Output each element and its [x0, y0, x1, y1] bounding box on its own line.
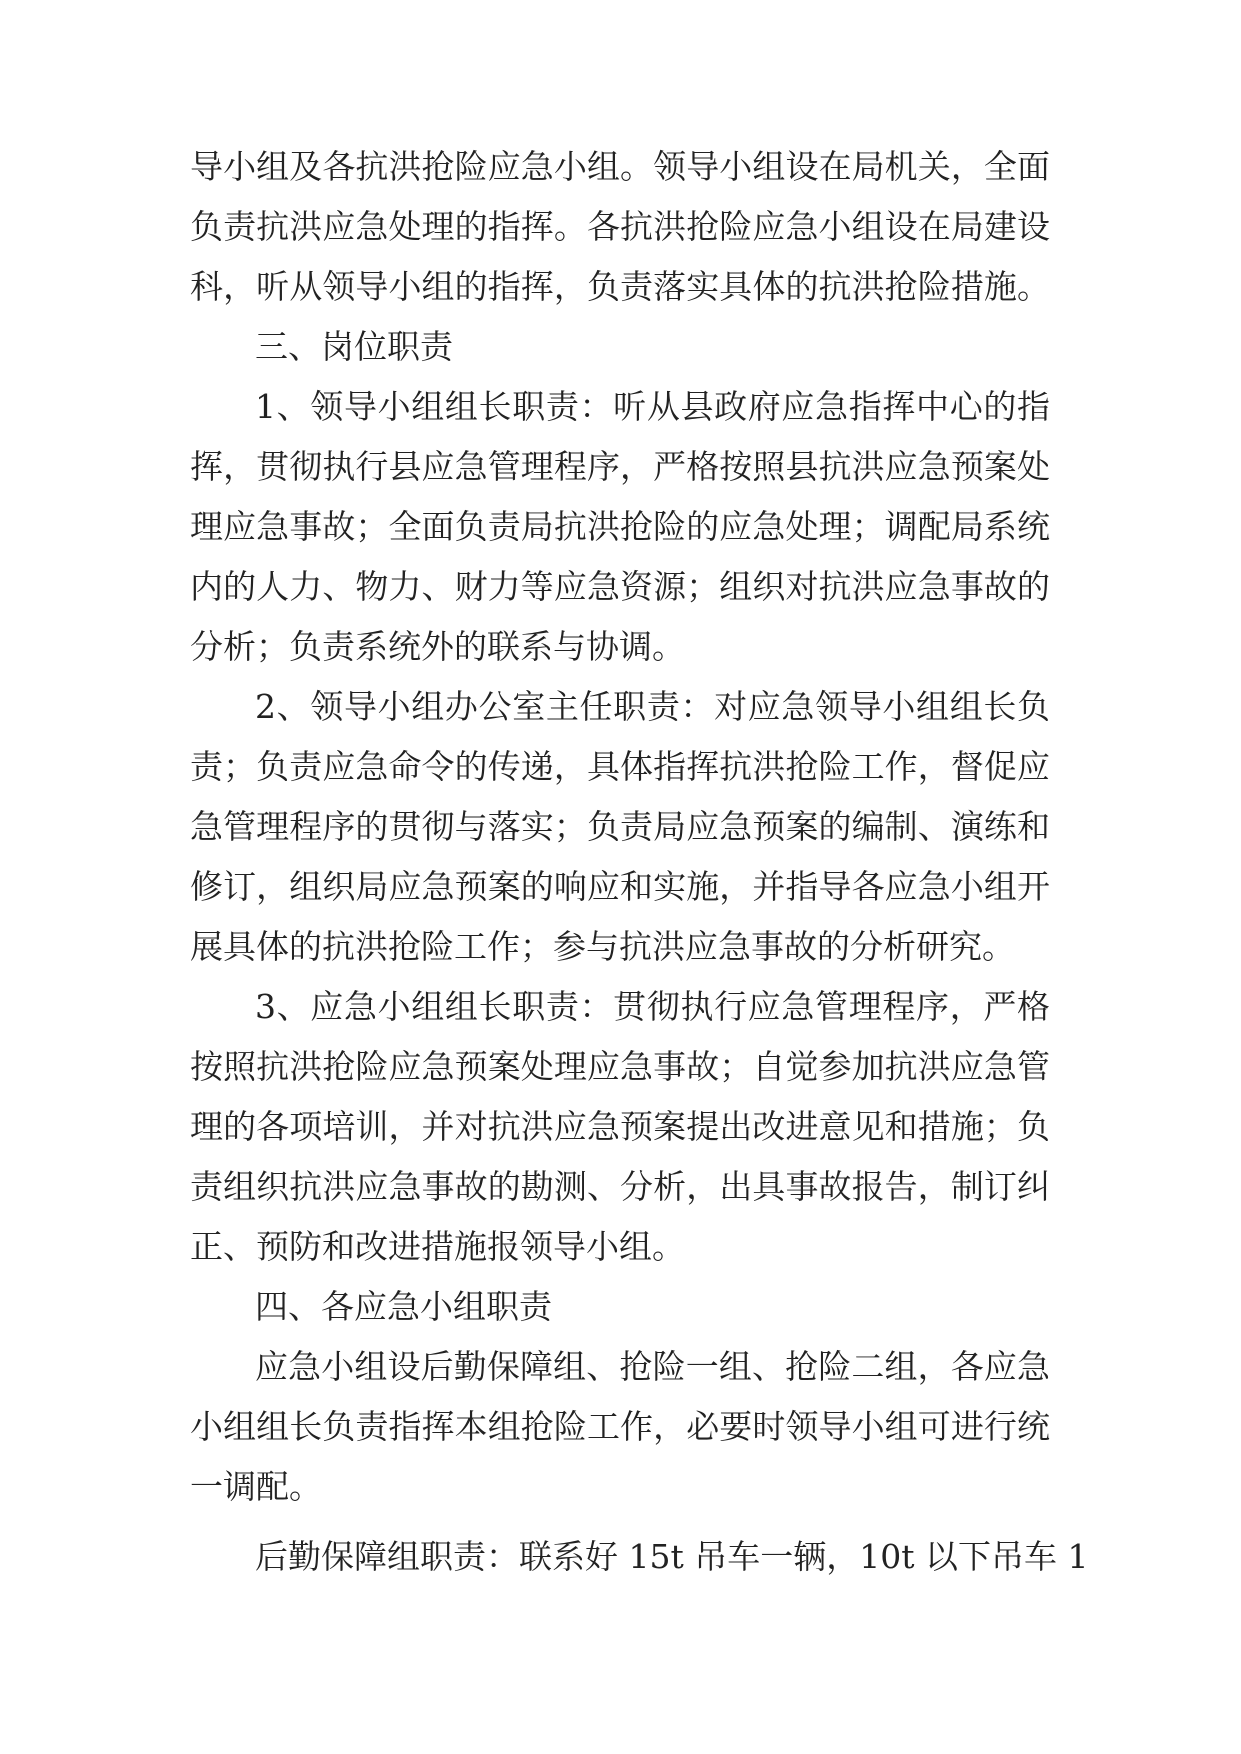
- paragraph-line: 修订，组织局应急预案的响应和实施，并指导各应急小组开: [190, 867, 1050, 906]
- paragraph-line: 急管理程序的贯彻与落实；负责局应急预案的编制、演练和: [190, 807, 1050, 846]
- paragraph-line: 责；负责应急命令的传递，具体指挥抗洪抢险工作，督促应: [190, 747, 1050, 786]
- paragraph-line: 应急小组设后勤保障组、抢险一组、抢险二组，各应急: [255, 1347, 1050, 1386]
- paragraph-line: 一调配。: [190, 1467, 322, 1506]
- section-heading: 三、岗位职责: [255, 327, 453, 366]
- section-heading: 四、各应急小组职责: [255, 1287, 552, 1326]
- paragraph-line: 展具体的抗洪抢险工作；参与抗洪应急事故的分析研究。: [190, 927, 1015, 966]
- paragraph-line: 分析；负责系统外的联系与协调。: [190, 627, 685, 666]
- paragraph-line: 后勤保障组职责：联系好 15t 吊车一辆，10t 以下吊车 1: [255, 1537, 1089, 1576]
- paragraph-line: 正、预防和改进措施报领导小组。: [190, 1227, 685, 1266]
- paragraph-line: 负责抗洪应急处理的指挥。各抗洪抢险应急小组设在局建设: [190, 207, 1050, 246]
- paragraph-line: 2、领导小组办公室主任职责：对应急领导小组组长负: [255, 687, 1050, 726]
- paragraph-line: 3、应急小组组长职责：贯彻执行应急管理程序，严格: [255, 987, 1050, 1026]
- paragraph-line: 内的人力、物力、财力等应急资源；组织对抗洪应急事故的: [190, 567, 1050, 606]
- paragraph-line: 挥，贯彻执行县应急管理程序，严格按照县抗洪应急预案处: [190, 447, 1050, 486]
- paragraph-line: 理的各项培训，并对抗洪应急预案提出改进意见和措施；负: [190, 1107, 1050, 1146]
- paragraph-line: 理应急事故；全面负责局抗洪抢险的应急处理；调配局系统: [190, 507, 1050, 546]
- paragraph-line: 科，听从领导小组的指挥，负责落实具体的抗洪抢险措施。: [190, 267, 1050, 306]
- paragraph-line: 按照抗洪抢险应急预案处理应急事故；自觉参加抗洪应急管: [190, 1047, 1050, 1086]
- paragraph-line: 责组织抗洪应急事故的勘测、分析，出具事故报告，制订纠: [190, 1167, 1050, 1206]
- paragraph-line: 导小组及各抗洪抢险应急小组。领导小组设在局机关，全面: [190, 147, 1050, 186]
- paragraph-line: 1、领导小组组长职责：听从县政府应急指挥中心的指: [255, 387, 1050, 426]
- paragraph-line: 小组组长负责指挥本组抢险工作，必要时领导小组可进行统: [190, 1407, 1050, 1446]
